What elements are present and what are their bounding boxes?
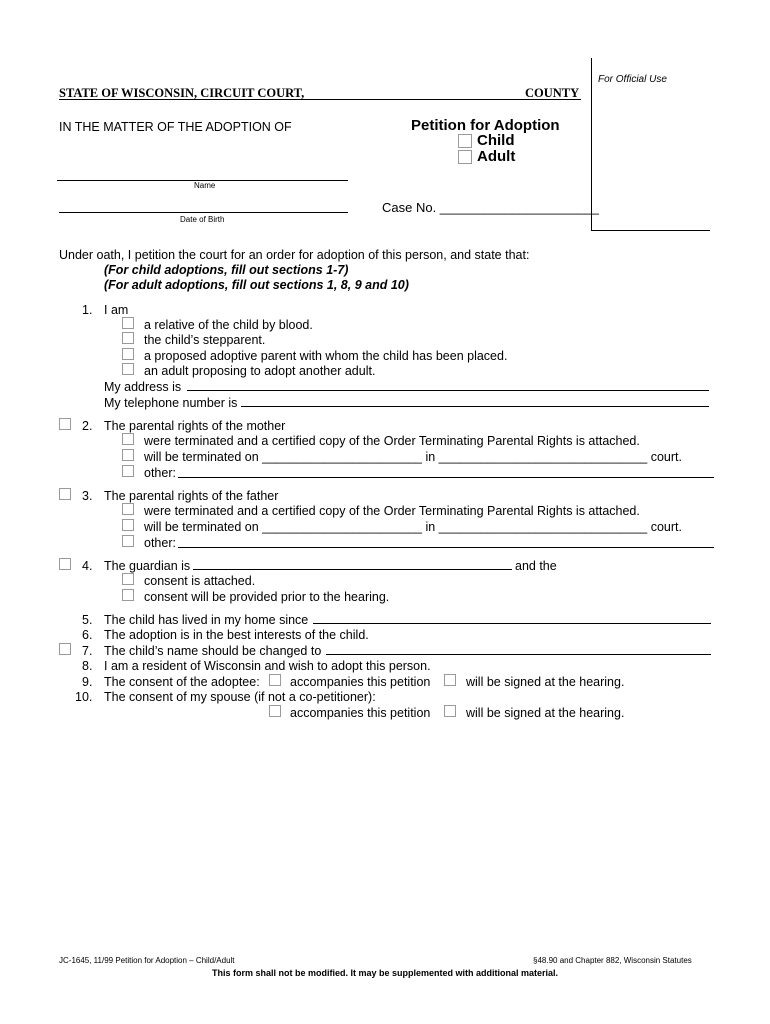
s2-checkbox[interactable] — [59, 418, 71, 430]
section-10-number: 10. — [75, 690, 93, 704]
s3-terminated-checkbox[interactable] — [122, 503, 134, 515]
section-4-text: The guardian is — [104, 559, 191, 573]
section-1-number: 1. — [82, 303, 93, 317]
s10-accompanies-label: accompanies this petition — [290, 706, 431, 720]
and-the-label: and the — [515, 559, 557, 573]
s1-placed-checkbox[interactable] — [122, 348, 134, 360]
modification-notice: This form shall not be modified. It may be supplemented with additional material. — [211, 968, 559, 978]
adult-adoption-note: (For adult adoptions, fill out sections 1, 8, 9 and 10) — [104, 278, 409, 292]
s1-placed-label: a proposed adoptive parent with whom the child has been placed. — [144, 349, 508, 363]
s7-checkbox[interactable] — [59, 643, 71, 655]
s9-hearing-label: will be signed at the hearing. — [466, 675, 625, 689]
section-8-text: I am a resident of Wisconsin and wish to adopt this person. — [104, 659, 431, 673]
s3-terminated-label: were terminated and a certified copy of the Order Terminating Parental Rights is attached. — [144, 504, 640, 518]
section-10-text: The consent of my spouse (if not a co-petitioner): — [104, 690, 376, 704]
section-3-text: The parental rights of the father — [104, 489, 279, 503]
s2-other-field[interactable] — [178, 477, 714, 478]
lived-since-field[interactable] — [313, 623, 711, 624]
new-name-field[interactable] — [326, 654, 711, 655]
oath-statement: Under oath, I petition the court for an order for adoption of this person, and state that: — [59, 248, 530, 262]
s2-other-checkbox[interactable] — [122, 465, 134, 477]
section-1-text: I am — [104, 303, 129, 317]
section-7-number: 7. — [82, 644, 93, 658]
address-field[interactable] — [187, 390, 709, 391]
form-identifier: JC-1645, 11/99 Petition for Adoption – Child/Adult — [59, 956, 235, 965]
name-label: Name — [194, 181, 216, 190]
adult-checkbox[interactable] — [458, 150, 472, 164]
guardian-field[interactable] — [193, 569, 512, 570]
address-label: My address is — [104, 380, 182, 394]
section-5-number: 5. — [82, 613, 93, 627]
section-2-text: The parental rights of the mother — [104, 419, 286, 433]
date-of-birth-field[interactable] — [59, 212, 348, 213]
s1-adult-checkbox[interactable] — [122, 363, 134, 375]
s1-adult-label: an adult proposing to adopt another adult. — [144, 364, 376, 378]
s9-accompanies-label: accompanies this petition — [290, 675, 431, 689]
section-2-number: 2. — [82, 419, 93, 433]
s1-relative-label: a relative of the child by blood. — [144, 318, 313, 332]
s4-checkbox[interactable] — [59, 558, 71, 570]
s3-other-label: other: — [144, 536, 176, 550]
section-6-number: 6. — [82, 628, 93, 642]
s2-other-label: other: — [144, 466, 176, 480]
telephone-label: My telephone number is — [104, 396, 238, 410]
section-7-text: The child’s name should be changed to — [104, 644, 322, 658]
s4-consent-provided-checkbox[interactable] — [122, 589, 134, 601]
telephone-field[interactable] — [241, 406, 709, 407]
s1-stepparent-label: the child’s stepparent. — [144, 333, 266, 347]
child-option-label: Child — [477, 132, 515, 149]
s10-hearing-checkbox[interactable] — [444, 705, 456, 717]
s4-consent-provided-label: consent will be provided prior to the hearing. — [144, 590, 390, 604]
s3-other-checkbox[interactable] — [122, 535, 134, 547]
adult-option-label: Adult — [477, 148, 516, 165]
s1-stepparent-checkbox[interactable] — [122, 332, 134, 344]
court-county-line[interactable] — [59, 99, 581, 100]
s3-will-terminate-field[interactable]: will be terminated on _______________________ in ______________________________ court. — [144, 520, 682, 534]
s10-accompanies-checkbox[interactable] — [269, 705, 281, 717]
statute-reference: §48.90 and Chapter 882, Wisconsin Statutes — [533, 956, 692, 965]
section-4-number: 4. — [82, 559, 93, 573]
section-9-text: The consent of the adoptee: — [104, 675, 260, 689]
court-heading: STATE OF WISCONSIN, CIRCUIT COURT, — [59, 86, 305, 100]
county-label: COUNTY — [525, 86, 580, 100]
s9-hearing-checkbox[interactable] — [444, 674, 456, 686]
child-checkbox[interactable] — [458, 134, 472, 148]
official-use-label: For Official Use — [598, 74, 667, 85]
s4-consent-attached-checkbox[interactable] — [122, 573, 134, 585]
s2-will-terminate-field[interactable]: will be terminated on _______________________ in ______________________________ court. — [144, 450, 682, 464]
s1-relative-checkbox[interactable] — [122, 317, 134, 329]
s2-will-terminate-checkbox[interactable] — [122, 449, 134, 461]
s4-consent-attached-label: consent is attached. — [144, 574, 256, 588]
section-9-number: 9. — [82, 675, 93, 689]
section-3-number: 3. — [82, 489, 93, 503]
s9-accompanies-checkbox[interactable] — [269, 674, 281, 686]
s10-hearing-label: will be signed at the hearing. — [466, 706, 625, 720]
form-title: Petition for Adoption — [411, 117, 560, 134]
section-8-number: 8. — [82, 659, 93, 673]
header-bottom-rule — [591, 230, 710, 231]
s2-terminated-checkbox[interactable] — [122, 433, 134, 445]
dob-label: Date of Birth — [180, 215, 225, 224]
s3-other-field[interactable] — [178, 547, 714, 548]
matter-heading: IN THE MATTER OF THE ADOPTION OF — [59, 120, 292, 134]
case-number-field[interactable]: Case No. ______________________ — [382, 200, 599, 215]
child-adoption-note: (For child adoptions, fill out sections 1-7) — [104, 263, 349, 277]
section-6-text: The adoption is in the best interests of the child. — [104, 628, 369, 642]
s3-will-terminate-checkbox[interactable] — [122, 519, 134, 531]
section-5-text: The child has lived in my home since — [104, 613, 309, 627]
s2-terminated-label: were terminated and a certified copy of the Order Terminating Parental Rights is attached. — [144, 434, 640, 448]
s3-checkbox[interactable] — [59, 488, 71, 500]
